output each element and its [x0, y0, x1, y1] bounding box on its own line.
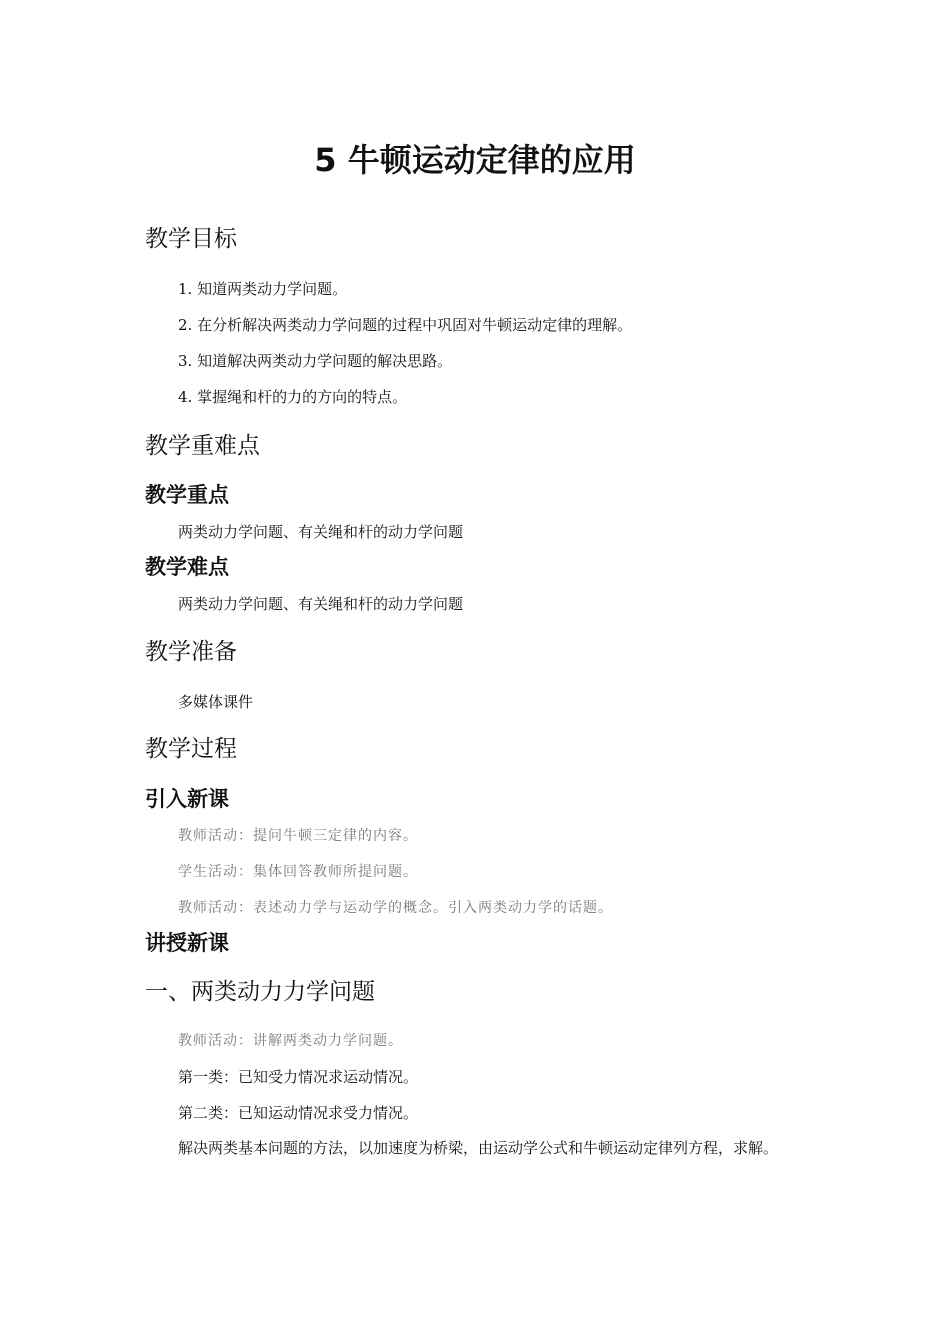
heading-focus: 教学重点	[145, 483, 229, 507]
heading-process: 教学过程	[145, 736, 237, 762]
section1-teacher: 教师活动：讲解两类动力学问题。	[178, 1033, 403, 1049]
heading-key-points: 教学重难点	[145, 433, 260, 459]
intro-item-1: 教师活动：提问牛顿三定律的内容。	[178, 828, 418, 844]
objective-item-3: 3. 知道解决两类动力学问题的解决思路。	[178, 352, 453, 370]
difficulty-text: 两类动力学问题、有关绳和杆的动力学问题	[178, 595, 464, 613]
heading-intro: 引入新课	[145, 787, 229, 811]
section1-type2: 第二类：已知运动情况求受力情况。	[178, 1104, 419, 1122]
heading-objectives: 教学目标	[145, 226, 237, 252]
objective-item-4: 4. 掌握绳和杆的力的方向的特点。	[178, 388, 408, 406]
objective-item-2: 2. 在分析解决两类动力学问题的过程中巩固对牛顿运动定律的理解。	[178, 316, 633, 334]
heading-lecture: 讲授新课	[145, 931, 229, 955]
intro-item-3: 教师活动：表述动力学与运动学的概念。引入两类动力学的话题。	[178, 900, 613, 916]
section1-method: 解决两类基本问题的方法，以加速度为桥梁，由运动学公式和牛顿运动定律列方程，求解。	[178, 1139, 779, 1157]
preparation-text: 多媒体课件	[178, 693, 254, 711]
objective-item-1: 1. 知道两类动力学问题。	[178, 280, 348, 298]
page-title: 5 牛顿运动定律的应用	[314, 141, 636, 179]
heading-section-1: 一、两类动力力学问题	[145, 979, 375, 1005]
focus-text: 两类动力学问题、有关绳和杆的动力学问题	[178, 523, 464, 541]
heading-preparation: 教学准备	[145, 639, 237, 665]
intro-item-2: 学生活动：集体回答教师所提问题。	[178, 864, 418, 880]
heading-difficulty: 教学难点	[145, 555, 229, 579]
section1-type1: 第一类：已知受力情况求运动情况。	[178, 1068, 419, 1086]
